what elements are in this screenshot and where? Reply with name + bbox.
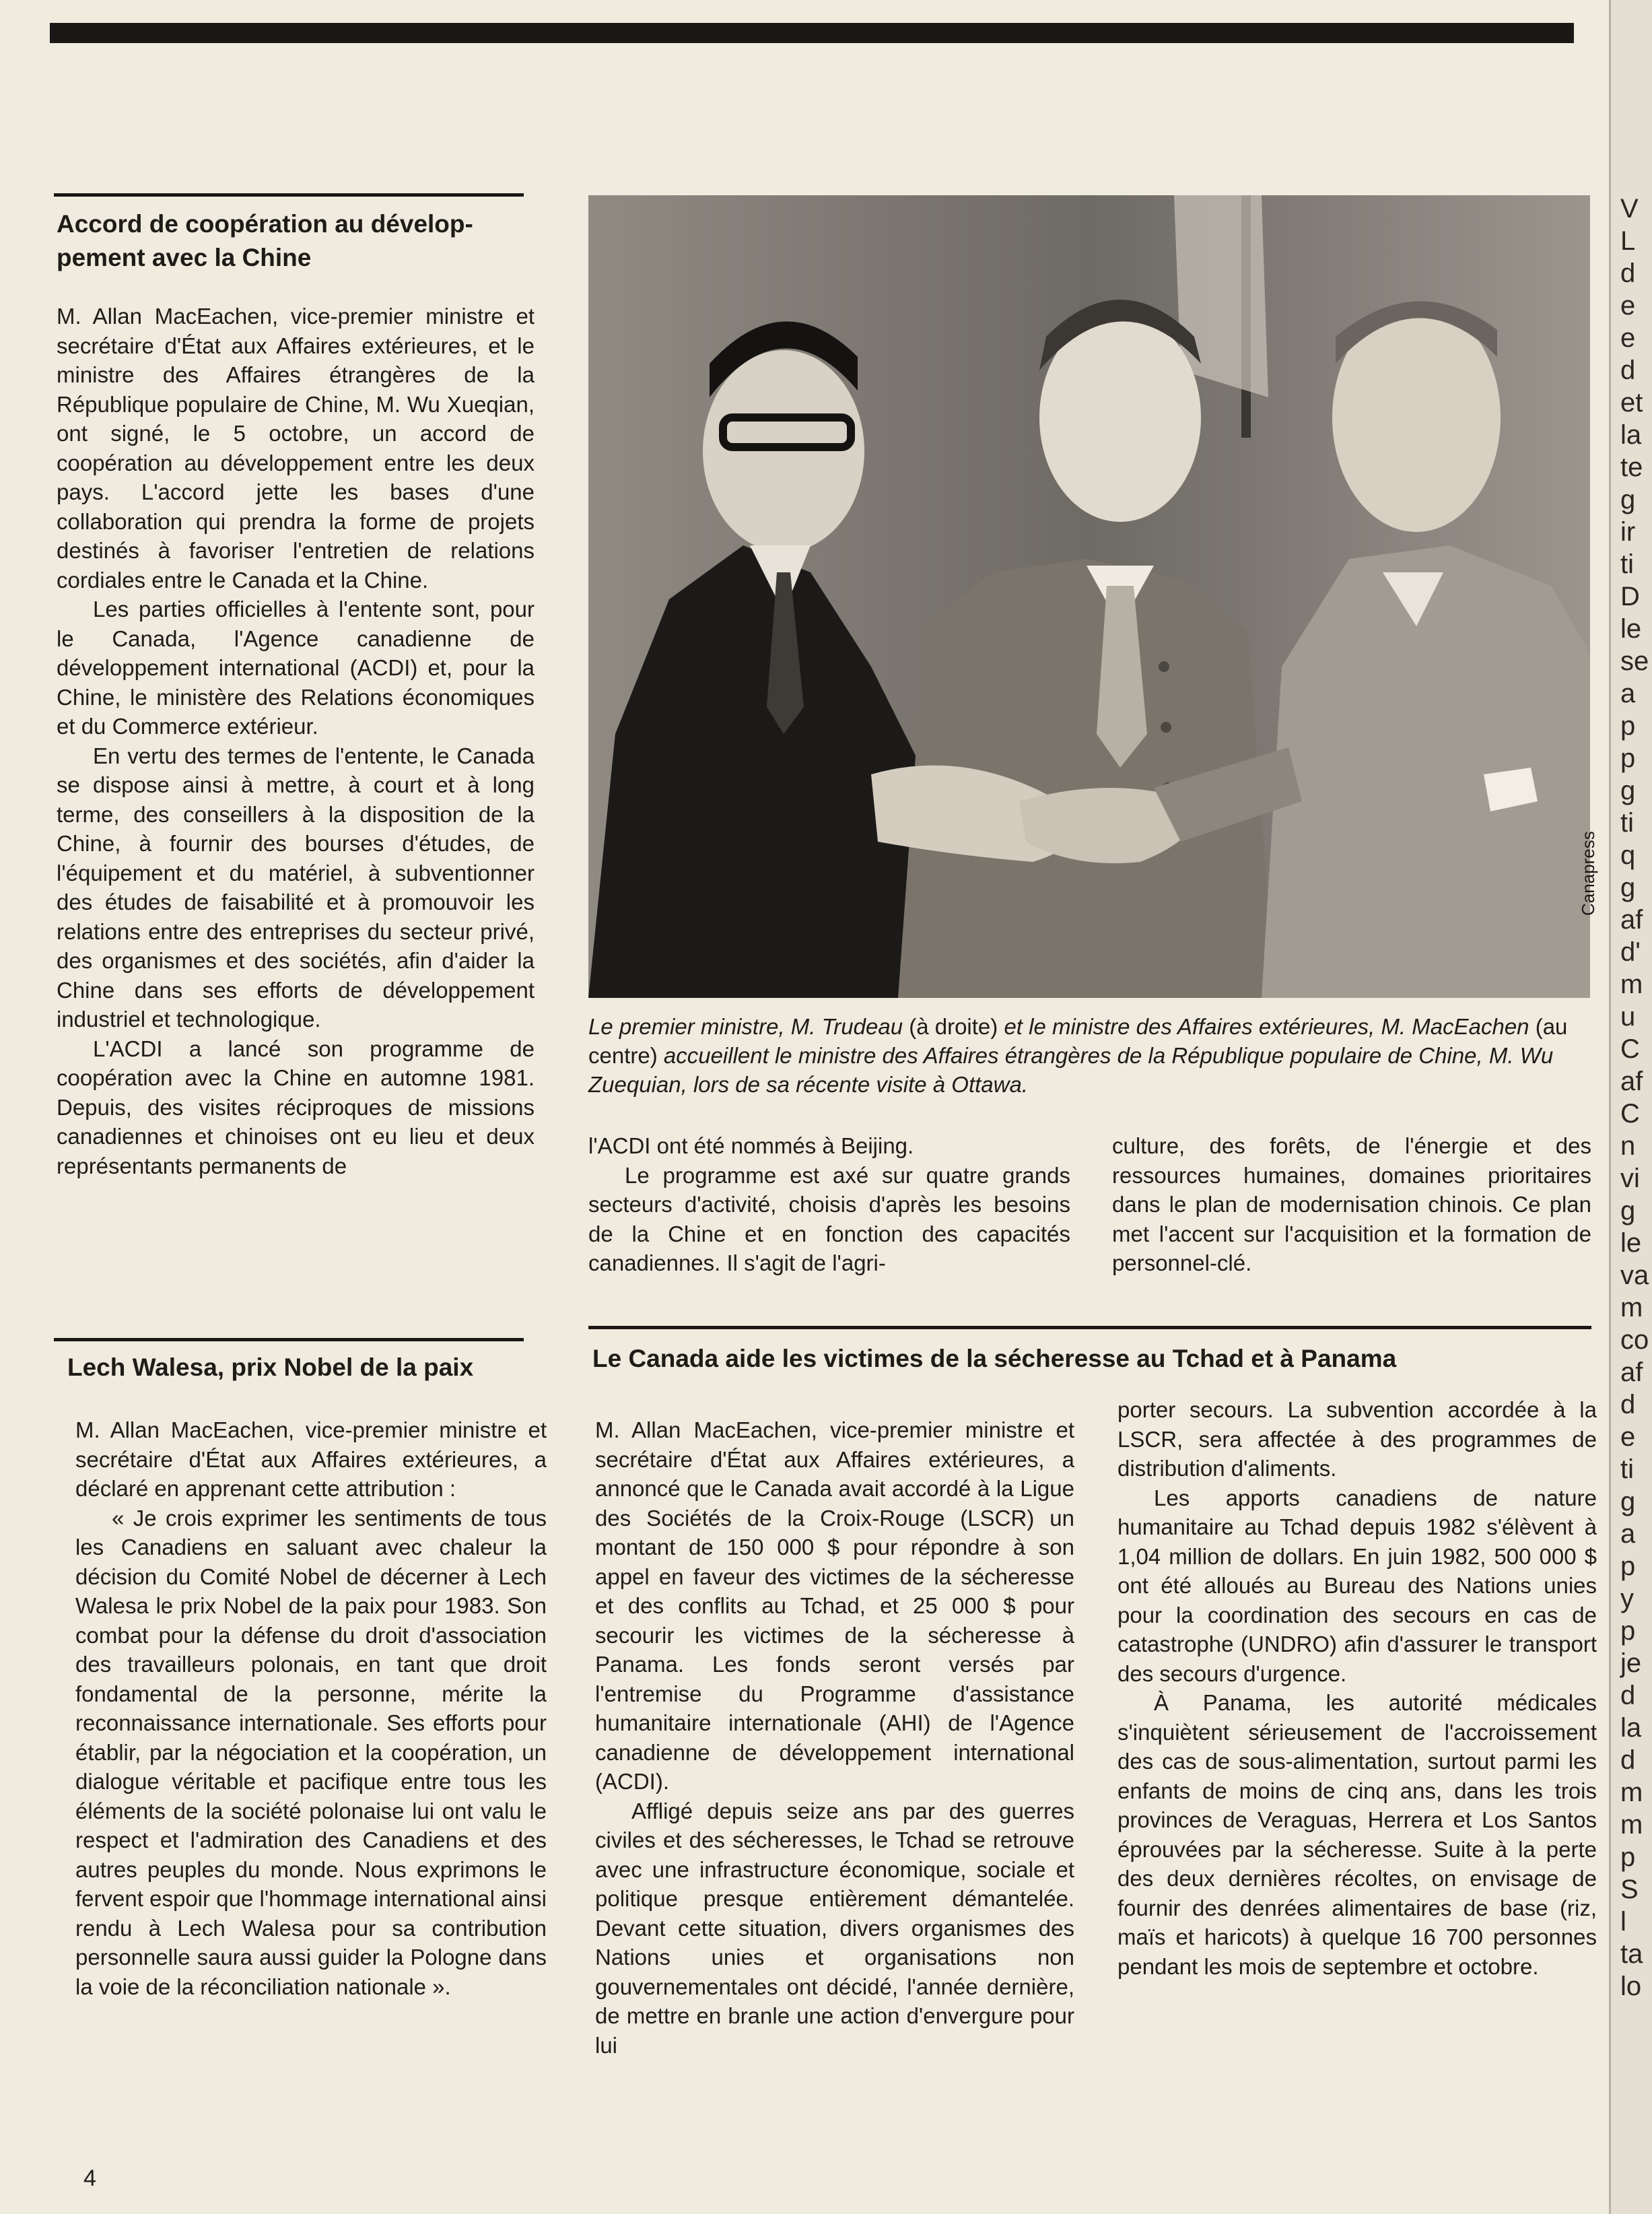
adjacent-page-fragment: g [1620, 485, 1636, 514]
photo-illustration [588, 195, 1590, 998]
adjacent-page-fragment: e [1620, 291, 1636, 321]
adjacent-page-fragment: et [1620, 388, 1643, 417]
adjacent-page-fragment: se [1620, 646, 1649, 676]
adjacent-page-fragment: le [1620, 614, 1642, 644]
adjacent-page-fragment: p [1620, 1842, 1636, 1872]
adjacent-page-fragment: g [1620, 1196, 1636, 1226]
adjacent-page-fragment: V [1620, 194, 1639, 224]
article3-column1 [595, 1415, 1074, 2060]
adjacent-page-fragment: co [1620, 1325, 1649, 1355]
article1-column1 [57, 302, 535, 1180]
article3-rule [588, 1326, 1591, 1329]
article1-headline [57, 207, 541, 275]
photo-credit: Canapress [1578, 831, 1598, 916]
article2-column [75, 1415, 547, 2001]
adjacent-page-fragment: d [1620, 259, 1636, 288]
article3-paragraph-1: M. Allan MacEachen, vice-premier ministre et secrétaire d'État aux Affaires extérieures, a annoncé que le Canada avait accordé à la Ligue des Sociétés de la Croix-Rouge (LSCR) un montant de 150 000 $ pour répondre à son appel en faveur des victimes de la sécheresse et des conflits au Tchad, et 25 000 $ pour secourir les victimes de la sécheresse à Panama. Les fonds seront versés par l'entremise du Programme d'assistance humanitaire internationale (AHI) de l'Agence canadienne de développement international (ACDI). [595, 1417, 1074, 1794]
article1-paragraph-4: L'ACDI a lancé son programme de coopération avec la Chine en automne 1981. Depuis, des visites réciproques de missions canadiennes et chinoises ont eu lieu et deux représentants permanents de [57, 1036, 535, 1178]
adjacent-page-fragment: m [1620, 1778, 1643, 1807]
adjacent-page-fragment: C [1620, 1099, 1640, 1129]
caption-italic-3: accueillent le ministre des Affaires étrangères de la République populaire de Chine, M. Wu Zuequian, lors de sa récente visite à Ottawa. [588, 1043, 1554, 1097]
adjacent-page-fragment: la [1620, 1713, 1642, 1743]
adjacent-page-fragment: d [1620, 1681, 1636, 1710]
article1-col3-paragraph-1: culture, des forêts, de l'énergie et des ressources humaines, domaines prioritaires dans le plan de modernisation chinois. Ce plan met l'accent sur l'acquisition et la formation de personnel-clé. [1112, 1133, 1591, 1275]
adjacent-page-fragment: af [1620, 905, 1643, 935]
adjacent-page-fragment: p [1620, 711, 1636, 741]
top-rule-bar [50, 23, 1574, 43]
article1-paragraph-2: Les parties officielles à l'entente sont, pour le Canada, l'Agence canadienne de développement international (ACDI) et, pour la Chine, le ministère des Relations économiques et du Commerce extérieur. [57, 597, 535, 739]
adjacent-page-fragment: ti [1620, 1454, 1634, 1484]
article3-paragraph-2: Affligé depuis seize ans par des guerres civiles et des sécheresses, le Tchad se retrouve avec une infrastructure économique, sociale et politique presque entièrement démantelée. Devant cette situation, divers organismes des Nations unies et organisations non gouvernementales ont décidé, l'année dernière, de mettre en branle une action d'envergure pour lui [595, 1798, 1074, 2058]
adjacent-page-fragment: l [1620, 1907, 1626, 1937]
adjacent-page-fragment: d' [1620, 937, 1641, 967]
news-photo [588, 195, 1590, 998]
adjacent-page-fragment: S [1620, 1875, 1639, 1904]
article1-paragraph-3: En vertu des termes de l'entente, le Canada se dispose ainsi à mettre, à court et à long terme, des conseillers à la disposition de la Chine, à fournir des bourses d'études, de l'équipement et du matériel, à subventionner des études de faisabilité et à promouvoir les relations entre des entreprises du secteur privé, des organismes et des sociétés, afin d'aider la Chine dans ses efforts de développement industriel et technologique. [57, 743, 535, 1032]
article2-paragraph-2: « Je crois exprimer les sentiments de tous les Canadiens en saluant avec chaleur la décision du Comité Nobel de décerner à Lech Walesa le prix Nobel de la paix pour 1983. Son combat pour la défense du droit d'association des travailleurs polonais, en tant que droit fondamental de la personne, mérite la reconnaissance internationale. Ses efforts pour établir, par la négociation et la coopération, un dialogue véritable et pacifique entre tous les éléments de la société polonaise lui ont valu le respect et l'admiration des Canadiens et des autres peuples du monde. Nous exprimons le fervent espoir que l'hommage international ainsi rendu à Lech Walesa pour sa contribution personnelle saura aussi guider la Pologne dans la voie de la réconciliation nationale ». [75, 1505, 547, 1999]
adjacent-page-fragment: ti [1620, 808, 1634, 838]
adjacent-page-fragment: e [1620, 323, 1636, 353]
adjacent-page-fragment: m [1620, 1293, 1643, 1322]
article1-col2-paragraph-2: Le programme est axé sur quatre grands secteurs d'activité, choisis d'après les besoins de la Chine et en fonction des capacités canadiennes. Il s'agit de l'agri- [588, 1162, 1070, 1275]
article1-column3 [1112, 1131, 1591, 1278]
adjacent-page-fragment: af [1620, 1067, 1643, 1096]
caption-italic-2: et le ministre des Affaires extérieures, M. MacEachen [1004, 1014, 1529, 1039]
adjacent-page-fragment: d [1620, 1390, 1636, 1419]
caption-italic-1: Le premier ministre, M. Trudeau [588, 1014, 903, 1039]
article1-paragraph-1: M. Allan MacEachen, vice-premier ministre et secrétaire d'État aux Affaires extérieures, et le ministre des Affaires étrangères de la République populaire de Chine, M. Wu Xueqian, ont signé, le 5 octobre, un accord de coopération au développement entre les deux pays. L'accord jette les bases d'une collaboration qui prendra la forme de projets destinés à favoriser l'entretien de relations cordiales entre le Canada et la Chine. [57, 304, 535, 593]
adjacent-page-fragment: m [1620, 970, 1643, 999]
article2-paragraph-1: M. Allan MacEachen, vice-premier ministre et secrétaire d'État aux Affaires extérieures, a déclaré en apprenant cette attribution : [75, 1417, 547, 1501]
article2-rule [54, 1338, 524, 1341]
adjacent-page-fragment: e [1620, 1422, 1636, 1452]
page-number: 4 [83, 2166, 96, 2191]
adjacent-page-fragment: L [1620, 226, 1636, 256]
photo-caption [588, 1012, 1591, 1099]
adjacent-page-fragment: C [1620, 1034, 1640, 1064]
adjacent-page-fragment: la [1620, 420, 1642, 450]
adjacent-page-fragment: je [1620, 1648, 1642, 1678]
adjacent-page-fragment: le [1620, 1228, 1642, 1258]
article1-col2-paragraph-1: l'ACDI ont été nommés à Beijing. [588, 1133, 914, 1158]
adjacent-page-fragment: lo [1620, 1972, 1642, 2001]
adjacent-page-fragment: p [1620, 1551, 1636, 1581]
article3-col2-paragraph-2: Les apports canadiens de nature humanitaire au Tchad depuis 1982 s'élèvent à 1,04 million de dollars. En juin 1982, 500 000 $ ont été alloués au Bureau des Nations unies pour la coordination des secours en cas de catastrophe (UNDRO) afin d'assurer le transport des secours d'urgence. [1117, 1485, 1597, 1686]
adjacent-page-fragment: n [1620, 1131, 1636, 1161]
adjacent-page-fragment: vi [1620, 1164, 1640, 1193]
adjacent-page-fragment: p [1620, 743, 1636, 773]
adjacent-page-fragment: g [1620, 776, 1636, 805]
adjacent-page-fragment: te [1620, 452, 1643, 482]
adjacent-page-fragment: a [1620, 679, 1636, 708]
article1-rule [54, 193, 524, 197]
adjacent-page-fragment: ti [1620, 549, 1634, 579]
adjacent-page-fragment: d [1620, 356, 1636, 385]
caption-roman-2: (au centre) [588, 1014, 1568, 1068]
caption-roman-1: (à droite) [903, 1014, 1004, 1039]
adjacent-page-fragment: q [1620, 840, 1636, 870]
adjacent-page-fragment: g [1620, 873, 1636, 902]
adjacent-page-fragment: af [1620, 1357, 1643, 1387]
adjacent-page-fragment: ir [1620, 517, 1636, 547]
adjacent-page-fragment: y [1620, 1584, 1634, 1613]
article3-col2-paragraph-1: porter secours. La subvention accordée à la LSCR, sera affectée à des programmes de distribution d'aliments. [1117, 1397, 1597, 1481]
article3-headline: Le Canada aide les victimes de la sécheresse au Tchad et à Panama [592, 1345, 1397, 1372]
article3-col2-paragraph-3: À Panama, les autorité médicales s'inquiètent sérieusement de l'accroissement des cas de sous-alimentation, surtout parmi les enfants de moins de cinq ans, dans les trois provinces de Veraguas, Herrera et Los Santos éprouvées par la sécheresse. Suite à la perte des deux dernières récoltes, on envisage de fournir des denrées alimentaires de base (riz, maïs et haricots) à quelque 16 700 personnes pendant les mois de septembre et octobre. [1117, 1690, 1597, 1979]
article1-column2 [588, 1131, 1070, 1278]
adjacent-page-fragment: p [1620, 1616, 1636, 1646]
article3-column2 [1117, 1395, 1597, 1981]
adjacent-page-fragment: u [1620, 1002, 1636, 1032]
adjacent-page-fragment: d [1620, 1745, 1636, 1775]
adjacent-page-fragment: ta [1620, 1939, 1643, 1969]
adjacent-page-fragment: m [1620, 1810, 1643, 1840]
adjacent-page-fragment: a [1620, 1519, 1636, 1549]
adjacent-page-edge [1609, 0, 1652, 2214]
adjacent-page-fragment: g [1620, 1487, 1636, 1516]
adjacent-page-fragment: D [1620, 582, 1640, 611]
article2-headline: Lech Walesa, prix Nobel de la paix [67, 1353, 474, 1381]
adjacent-page-fragment: va [1620, 1261, 1649, 1290]
article1-headline-line2: pement avec la Chine [57, 244, 312, 271]
article1-headline-line1: Accord de coopération au dévelop- [57, 210, 473, 238]
